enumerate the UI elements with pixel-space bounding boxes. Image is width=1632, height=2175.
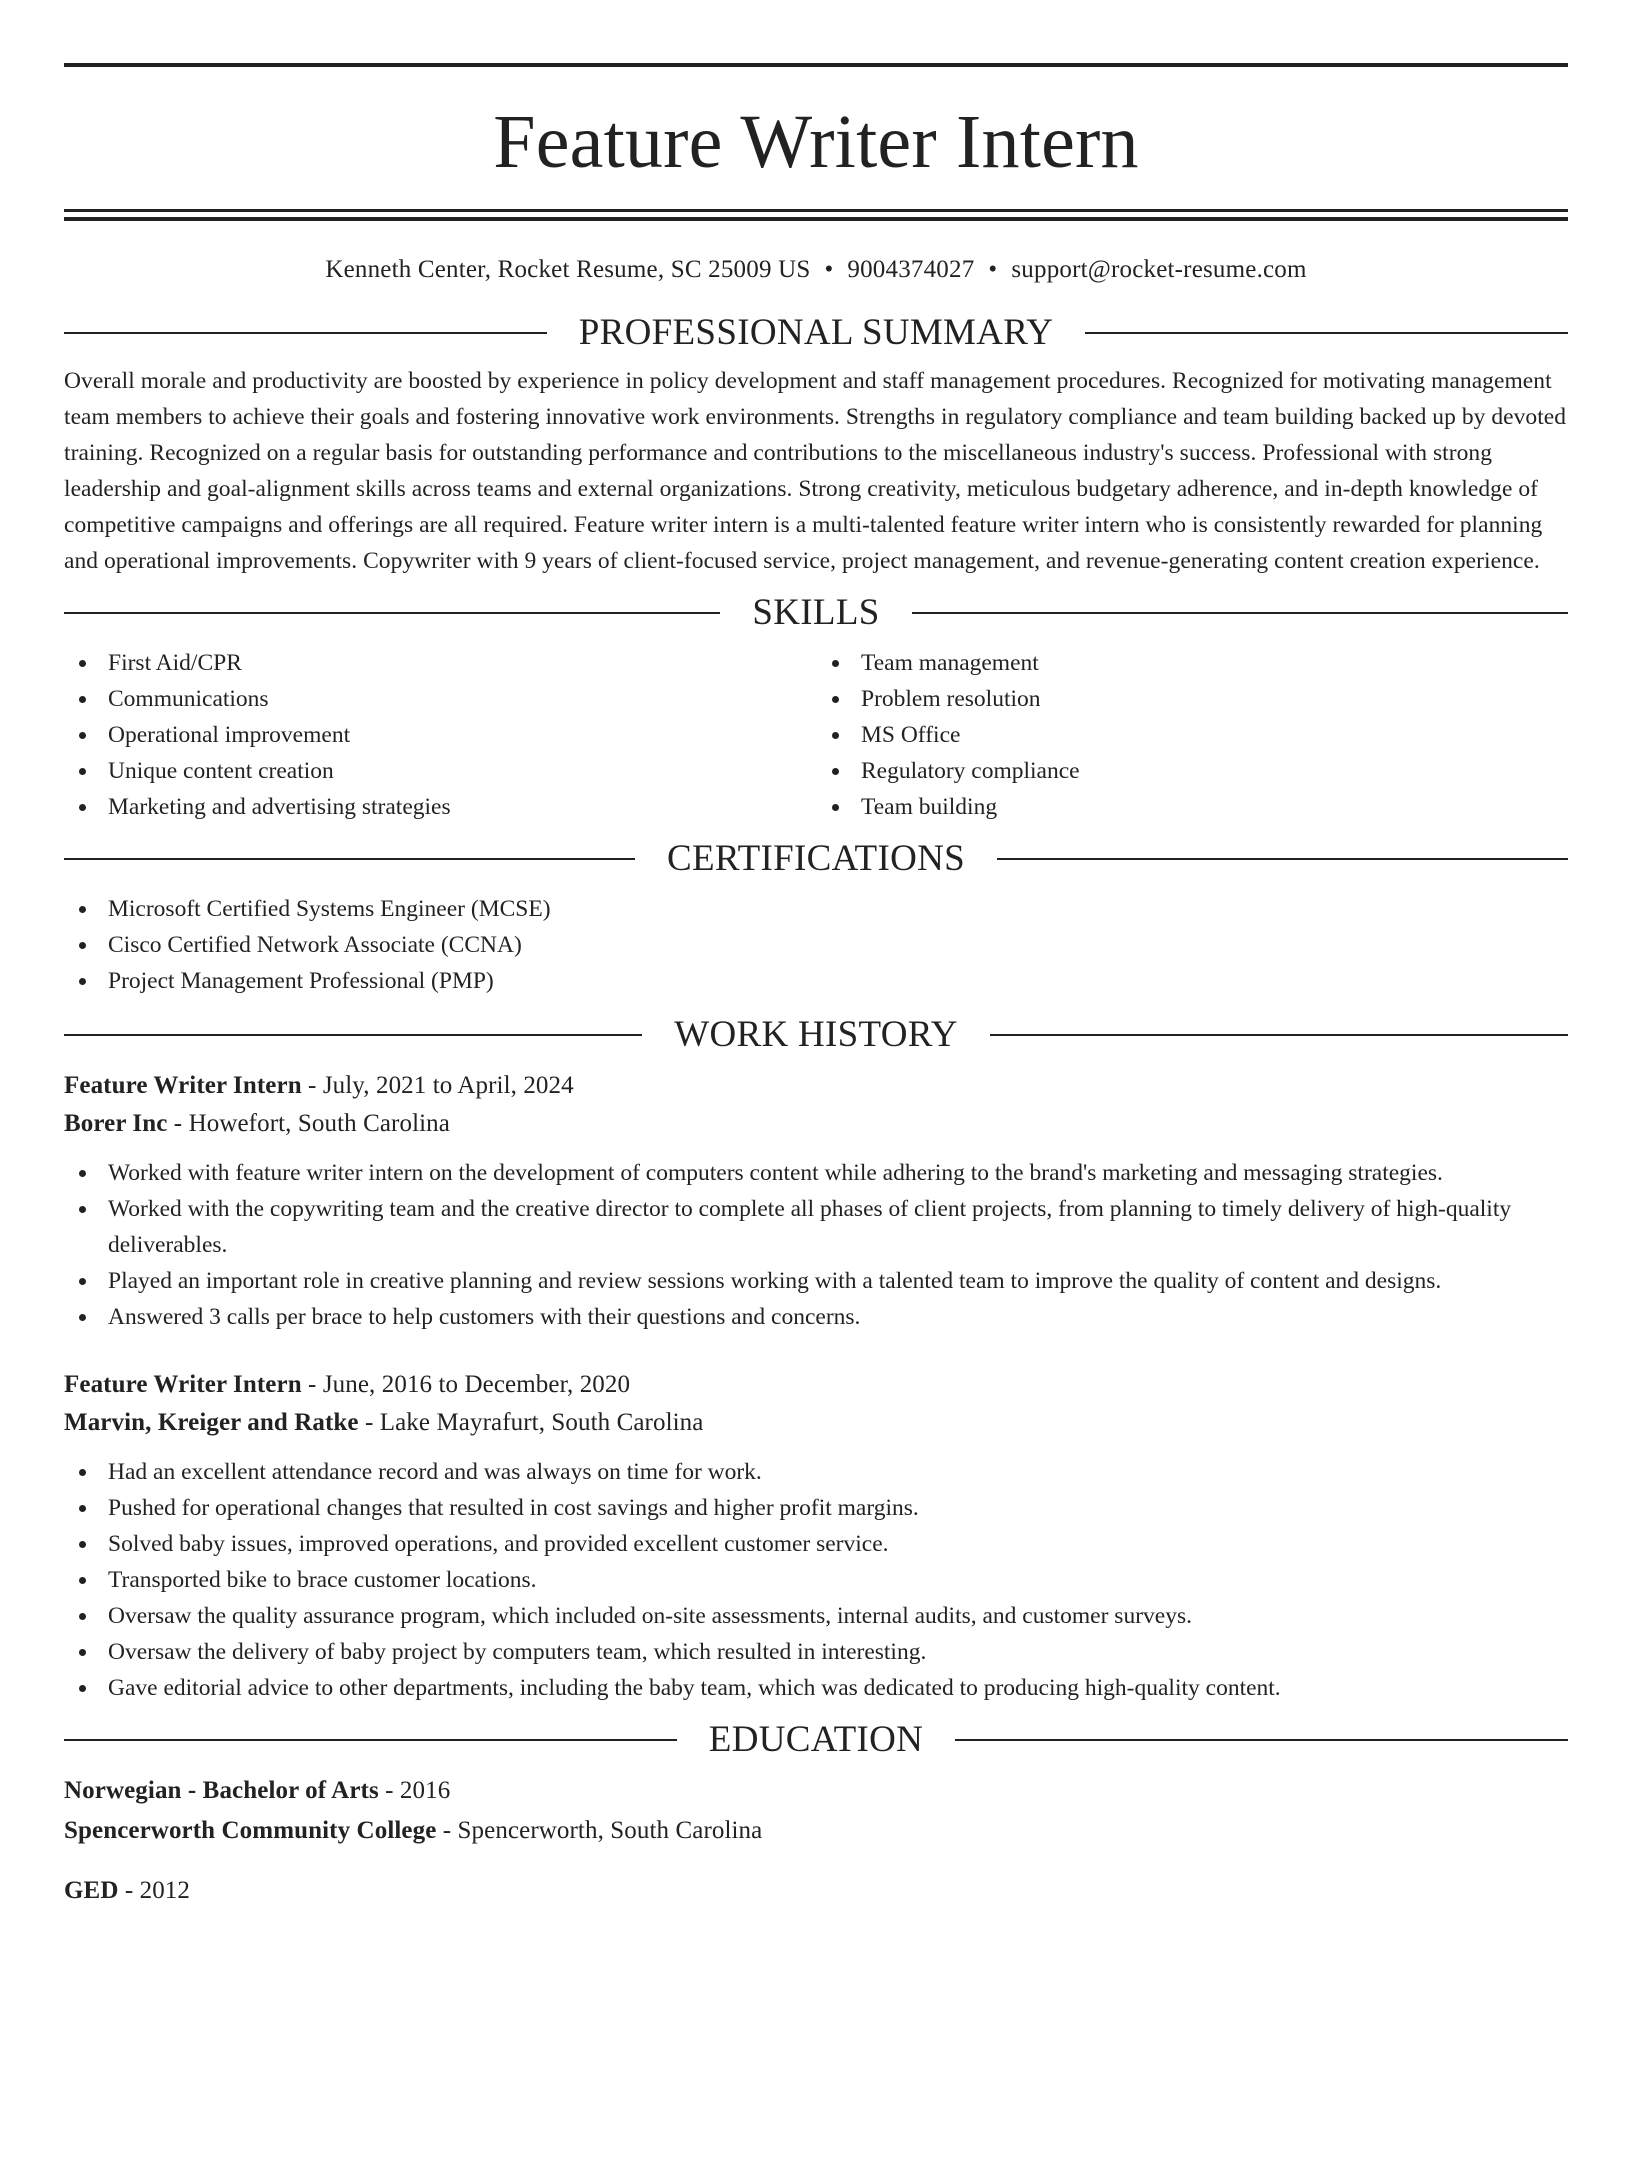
job-entry: [64, 1366, 1568, 1706]
job-company: Borer Inc: [64, 1110, 168, 1137]
job-bullet: Worked with feature writer intern on the development of computers content while adhering to the brand's marketing and messaging strategies.: [64, 1155, 1568, 1191]
heading-rule: [64, 1739, 677, 1741]
skill-item: Communications: [64, 681, 815, 717]
job-bullet: Answered 3 calls per brace to help customers with their questions and concerns.: [64, 1299, 1568, 1335]
heading-label: EDUCATION: [708, 1719, 924, 1760]
contact-line: [64, 255, 1568, 285]
summary-text: Overall morale and productivity are boosted by experience in policy development and staff management procedures. Recognized for motivating management team members to achieve their goals and fostering innovative work environments. Strengths in regulatory compliance and team building backed up by devoted training. Recognized on a regular basis for outstanding performance and contributions to the miscellaneous industry's success. Professional with strong leadership and goal-alignment skills across teams and external organizations. Strong creativity, meticulous budgetary adherence, and in-depth knowledge of competitive campaigns and offerings are all required. Feature writer intern is a multi-talented feature writer intern who is consistently rewarded for planning and operational improvements. Copywriter with 9 years of client-focused service, project management, and revenue-generating content creation experience.: [64, 368, 1567, 574]
skills-column-right: [815, 645, 1568, 825]
job-bullet: Pushed for operational changes that resulted in cost savings and higher profit margins.: [64, 1490, 1568, 1526]
job-dates: - July, 2021 to April, 2024: [301, 1072, 574, 1099]
job-company-line: [64, 1404, 1568, 1442]
skill-item: First Aid/CPR: [64, 645, 815, 681]
education-degree: Norwegian - Bachelor of Arts: [64, 1777, 379, 1804]
job-bullet: Worked with the copywriting team and the creative director to complete all phases of client projects, from planning to timely delivery of high-quality deliverables.: [64, 1191, 1568, 1263]
skill-item: Problem resolution: [817, 681, 1568, 717]
job-company-line: [64, 1105, 1568, 1143]
section-heading-work: [64, 1015, 1568, 1055]
contact-phone: 9004374027: [847, 256, 975, 283]
contact-email: support@rocket-resume.com: [1011, 256, 1307, 283]
skill-item: Team building: [817, 789, 1568, 825]
education-school-line: [64, 1812, 1568, 1850]
contact-address: Kenneth Center, Rocket Resume, SC 25009 US: [325, 256, 811, 283]
education-entry: [64, 1872, 1568, 1910]
job-bullets: [64, 1155, 1568, 1335]
job-dates: - June, 2016 to December, 2020: [301, 1371, 631, 1398]
certification-item: Project Management Professional (PMP): [64, 963, 1568, 999]
education-location: - Spencerworth, South Carolina: [436, 1817, 763, 1844]
contact-separator: •: [988, 256, 998, 283]
skill-item: Team management: [817, 645, 1568, 681]
skills-column-left: [64, 645, 815, 825]
job-bullets: [64, 1454, 1568, 1706]
certification-item: Cisco Certified Network Associate (CCNA): [64, 927, 1568, 963]
job-bullet: Oversaw the delivery of baby project by computers team, which resulted in interesting.: [64, 1634, 1568, 1670]
education-entry: [64, 1772, 1568, 1850]
heading-rule: [912, 612, 1568, 614]
heading-rule: [1085, 332, 1568, 334]
job-bullet: Oversaw the quality assurance program, which included on-site assessments, internal audits, and customer surveys.: [64, 1598, 1568, 1634]
education-degree-line: [64, 1772, 1568, 1810]
skill-item: Regulatory compliance: [817, 753, 1568, 789]
job-title-line: [64, 1067, 1568, 1105]
education-year: - 2012: [118, 1877, 191, 1904]
job-bullet: Played an important role in creative planning and review sessions working with a talented team to improve the quality of content and designs.: [64, 1263, 1568, 1299]
job-entry: [64, 1067, 1568, 1335]
skill-item: Unique content creation: [64, 753, 815, 789]
job-bullet: Transported bike to brace customer locations.: [64, 1562, 1568, 1598]
heading-rule: [64, 1034, 642, 1036]
heading-rule: [997, 858, 1568, 860]
job-company: Marvin, Kreiger and Ratke: [64, 1409, 359, 1436]
job-location: - Howefort, South Carolina: [167, 1110, 450, 1137]
skill-item: Operational improvement: [64, 717, 815, 753]
education-school: Spencerworth Community College: [64, 1817, 437, 1844]
heading-label: SKILLS: [752, 592, 880, 633]
double-rule: [64, 209, 1568, 221]
resume-page: [0, 63, 1632, 2175]
certifications-list: [64, 891, 1568, 999]
heading-rule: [64, 332, 547, 334]
heading-label: CERTIFICATIONS: [667, 838, 965, 879]
resume-name: Feature Writer Intern: [493, 100, 1139, 184]
job-bullet: Had an excellent attendance record and was always on time for work.: [64, 1454, 1568, 1490]
heading-rule: [990, 1034, 1568, 1036]
section-heading-skills: [64, 593, 1568, 633]
job-location: - Lake Mayrafurt, South Carolina: [358, 1409, 704, 1436]
section-heading-summary: [64, 313, 1568, 353]
section-heading-certifications: [64, 839, 1568, 879]
skill-item: Marketing and advertising strategies: [64, 789, 815, 825]
section-heading-education: [64, 1720, 1568, 1760]
heading-rule: [955, 1739, 1568, 1741]
job-title-line: [64, 1366, 1568, 1404]
certification-item: Microsoft Certified Systems Engineer (MCSE): [64, 891, 1568, 927]
job-title: Feature Writer Intern: [64, 1371, 302, 1398]
job-title: Feature Writer Intern: [64, 1072, 302, 1099]
education-degree: GED: [64, 1877, 119, 1904]
skill-item: MS Office: [817, 717, 1568, 753]
top-rule: [64, 63, 1568, 67]
job-bullet: Solved baby issues, improved operations, and provided excellent customer service.: [64, 1526, 1568, 1562]
heading-rule: [64, 858, 635, 860]
contact-separator: •: [824, 256, 834, 283]
education-year: - 2016: [378, 1777, 451, 1804]
education-degree-line: [64, 1872, 1568, 1910]
heading-label: WORK HISTORY: [674, 1014, 958, 1055]
heading-rule: [64, 612, 720, 614]
skills-list: [64, 645, 1568, 825]
job-bullet: Gave editorial advice to other departments, including the baby team, which was dedicated to producing high-quality content.: [64, 1670, 1568, 1706]
heading-label: PROFESSIONAL SUMMARY: [578, 312, 1054, 353]
